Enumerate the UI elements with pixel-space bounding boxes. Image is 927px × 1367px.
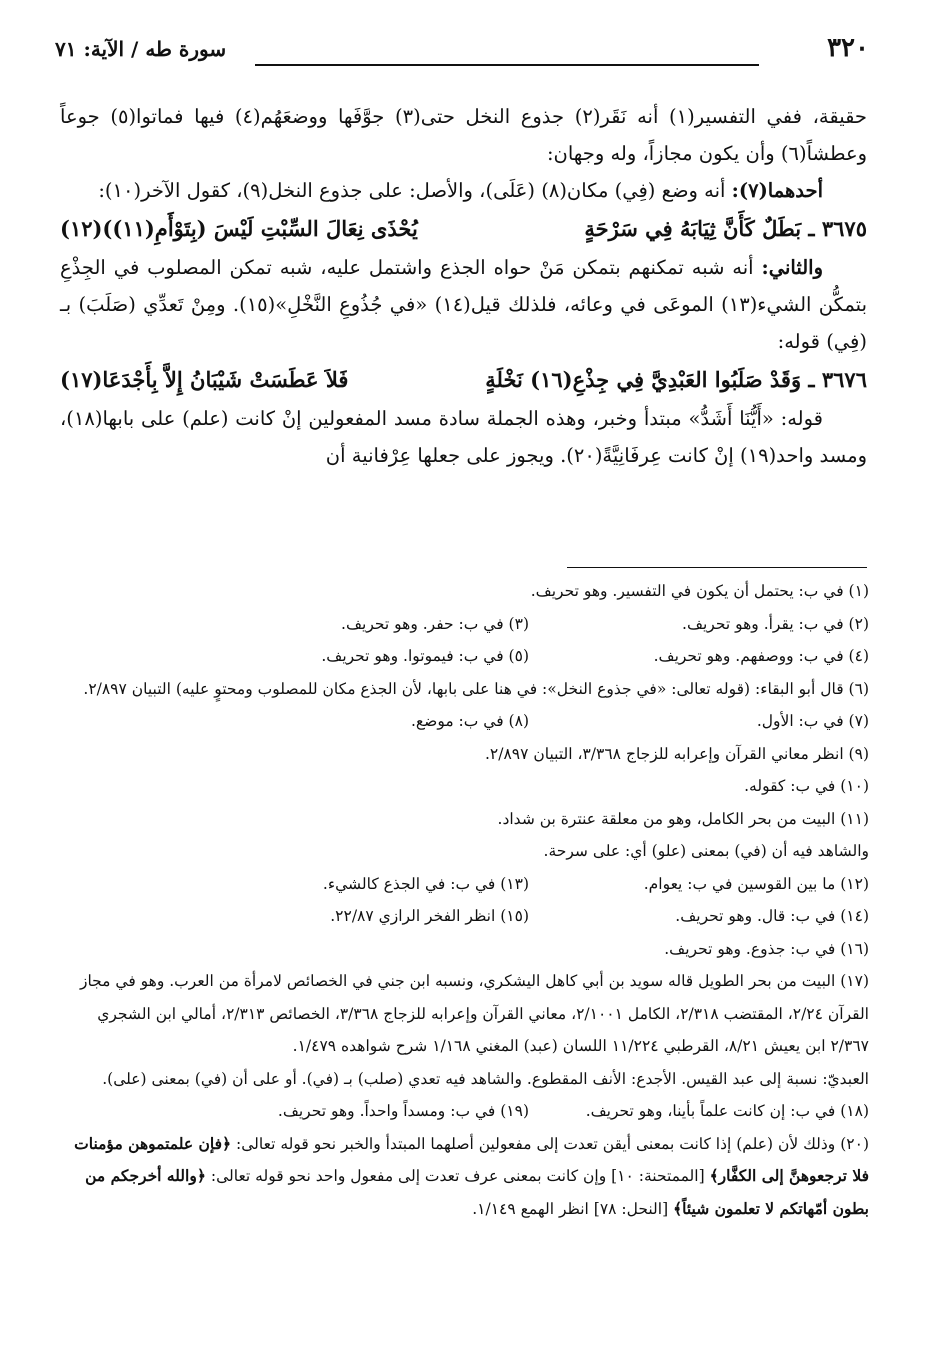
footnote: (٥) في ب: فيموتوا. وهو تحريف.	[321, 647, 529, 665]
main-text	[60, 98, 867, 474]
footnote: (١) في ب: يحتمل أن يكون في التفسير. وهو تحريف.	[530, 582, 869, 600]
paragraph: حقيقة، ففي التفسير(١) أنه نَقَر(٢) جذوع النخل حتى(٣) جوَّفَها ووضعَهُم(٤) فيها فماتوا(٥) جوعاً وعطشاً(٦) وأن يكون مجازاً، وله وجهان:	[60, 105, 867, 165]
footnote: (١٥) انظر الفخر الرازي ٢٢/٨٧.	[330, 907, 529, 925]
footnote-separator	[567, 567, 867, 568]
footnote-text: [الممتحنة: ١٠] وإن كانت بمعنى عرف تعدت إلى مفعول واحد نحو قوله تعالى:	[210, 1167, 705, 1185]
footnote: (٦) قال أبو البقاء: (قوله تعالى: «في جذوع النخل»: في هنا على بابها، لأن الجذع مكان للمصلوب ومحتوٍ عليه) التبيان ٢/٨٩٧.	[83, 679, 869, 698]
paragraph	[60, 172, 867, 209]
verse-second-hemistich: يُحْذَى نِعَالَ السِّبْتِ لَيْسَ (بِتَوْأَمِ(١١))(١٢)	[60, 216, 418, 241]
section-lead: أحدهما(٧):	[731, 179, 823, 202]
footnote: (٨) في ب: موضع.	[410, 712, 529, 730]
paragraph-text: أنه وضع (فِي) مكان(٨) (عَلَى)، والأصل: على جذوع النخل(٩)، كقول الآخر(١٠):	[98, 179, 726, 202]
verse-first-hemistich: ٣٦٧٦ ـ وَقَدْ صَلَبُوا العَبْدِيَّ فِي جِذْعِ(١٦) نَخْلَةٍ	[485, 367, 867, 392]
footnote: (١٦) في ب: جذوع. وهو تحريف.	[664, 939, 869, 958]
footnote	[60, 1128, 869, 1226]
footnote: (٩) انظر معاني القرآن وإعرابه للزجاج ٣/٣٦٨، التبيان ٢/٨٩٧.	[484, 744, 869, 763]
footnote: (٧) في ب: الأول.	[756, 712, 869, 730]
footnote: (١٠) في ب: كقوله.	[744, 777, 869, 795]
footnote-continuation: العبديّ: نسبة إلى عبد القيس. الأجدع: الأنف المقطوع. والشاهد فيه تعدي (صلب) بـ (في). أو على أن (في) بمعنى (على).	[102, 1069, 869, 1088]
poetry-verse	[60, 360, 867, 400]
footnote: (١٢) ما بين القوسين في ب: يعوام.	[643, 874, 869, 893]
footnote-row	[60, 868, 869, 901]
footnote-row	[60, 705, 869, 738]
section-lead: والثاني:	[761, 256, 823, 279]
footnote: (٣) في ب: حفر. وهو تحريف.	[341, 614, 529, 633]
footnote-row	[60, 1095, 869, 1128]
quran-quote: ﴿فإن علمتموهن مؤمنات فلا ترجعوهنَّ إلى الكفَّار﴾	[74, 1133, 869, 1185]
footnote: (٤) في ب: ووصفهم. وهو تحريف.	[653, 647, 869, 665]
surah-title: سورة طه / الآية: ٧١	[55, 37, 227, 61]
footnote: (١١) البيت من بحر الكامل، وهو من معلقة عنترة بن شداد.	[497, 809, 869, 828]
footnote-row	[60, 640, 869, 673]
quran-quote: ﴿والله أخرجكم من بطون أمّهاتكم لا تعلمون شيئاً﴾	[85, 1166, 869, 1218]
header-rule	[255, 64, 759, 66]
footnote-continuation: والشاهد فيه أن (في) بمعنى (علو) أي: على سرحة.	[543, 842, 869, 860]
footnote-row	[60, 608, 869, 641]
footnote: (١٨) في ب: إن كانت علماً بأينا، وهو تحريف.	[585, 1102, 869, 1120]
footnotes	[60, 575, 869, 1225]
footnote-row	[60, 900, 869, 933]
paragraph	[60, 249, 867, 360]
footnote-text: (٢٠) وذلك لأن (علم) إذا كانت بمعنى أيقن تعدت إلى مفعولين أصلهما المبتدأ والخبر نحو قوله تعالى:	[236, 1134, 869, 1153]
footnote: (٢) في ب: يقرأ. وهو تحريف.	[682, 614, 869, 633]
footnote: (١٧) البيت من بحر الطويل قاله سويد بن أبي كاهل اليشكري، ونسبه ابن جني في الخصائص لامرأة من العرب. وهو في مجاز القرآن ٢/٢٤، المقتضب ٢/٣١٨، الكامل ٢/١٠٠١، معاني القرآن وإعرابه للزجاج ٣/٣٦٨، الخصائص ٢/٣١٣، أمالي ابن الشجري ٢/٣٦٧ ابن يعيش ٨/٢١، القرطبي ١١/٢٢٤ اللسان (عبد) المغني ١/١٦٨ شرح شواهده ١/٤٧٩.	[79, 972, 869, 1055]
footnote: (١٩) في ب: ومسداً واحداً. وهو تحريف.	[277, 1102, 529, 1120]
verse-first-hemistich: ٣٦٧٥ ـ بَطَلٌ كَأَنَّ ثِيَابَهُ فِي سَرْحَةٍ	[584, 216, 867, 241]
footnote: (١٣) في ب: في الجذع كالشيء.	[322, 874, 529, 893]
footnote: (١٤) في ب: قال. وهو تحريف.	[675, 907, 869, 925]
verse-second-hemistich: فَلاَ عَطَسَتْ شَيْبَانُ إِلاَّ بِأَجْدَعَا(١٧)	[60, 367, 349, 392]
page-number: ٣٢٠	[827, 33, 869, 63]
footnote-text: [النحل: ٧٨] انظر الهمع ١/١٤٩.	[472, 1199, 669, 1218]
paragraph: قوله: «أَيُّنَا أَشَدُّ» مبتدأ وخبر، وهذه الجملة سادة مسد المفعولين إنْ كانت (علم) على بابها(١٨)، ومسد واحد(١٩) إنْ كانت عِرفَانِيَّةً(٢٠). ويجوز على جعلها عِرْفانية أن	[60, 407, 867, 467]
paragraph-text: أنه شبه تمكنهم بتمكن مَنْ حواه الجذع واشتمل عليه، شبه تمكن المصلوب في الجِذْعِ بتمكُّن الشيء(١٣) الموعَى في وعائه، فلذلك قيل(١٤) «في جُذُوعِ النَّخْلِ»(١٥). ومِنْ تَعدِّي (صَلَبَ) بـ (فِي) قوله:	[60, 256, 867, 353]
page-header	[55, 30, 869, 70]
poetry-verse	[60, 209, 867, 249]
